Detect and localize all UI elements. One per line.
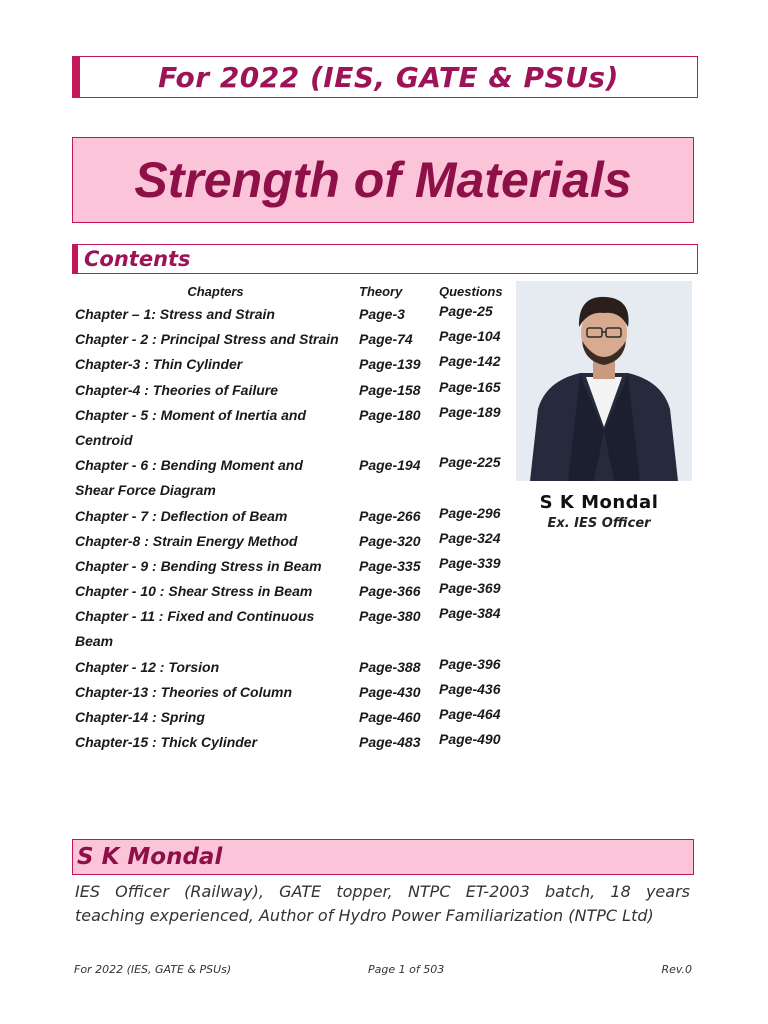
footer-left: For 2022 (IES, GATE & PSUs): [74, 963, 232, 976]
theory-page-cell: Page-335: [359, 557, 421, 574]
chapter-cell: Chapter - 6 : Bending Moment and: [75, 457, 303, 474]
banner-text: For 2022 (IES, GATE & PSUs): [158, 60, 619, 94]
chapter-cell: Chapter - 5 : Moment of Inertia and: [75, 406, 307, 423]
contents-table-body: [72, 302, 519, 755]
questions-page-cell: Page-339: [439, 554, 501, 571]
author-title: Ex. IES Officer: [547, 516, 651, 531]
chapter-cell: Chapter - 9 : Bending Stress in Beam: [75, 557, 322, 574]
theory-page-cell: [359, 428, 439, 453]
questions-page-cell: Page-384: [439, 605, 501, 622]
page-title: Strength of Materials: [134, 152, 632, 208]
theory-page-cell: Page-430: [359, 683, 421, 700]
chapter-cell: Shear Force Diagram: [75, 482, 216, 499]
table-row: [72, 730, 519, 755]
chapter-cell: Chapter - 12 : Torsion: [75, 658, 220, 675]
author-section-bar: [72, 839, 694, 875]
questions-page-cell: Page-324: [439, 529, 501, 546]
column-header-questions: Questions: [439, 283, 503, 299]
chapter-cell: Chapter – 1: Stress and Strain: [75, 306, 275, 322]
column-header-theory: Theory: [359, 283, 403, 299]
top-banner: [72, 56, 698, 98]
theory-page-cell: Page-180: [359, 406, 421, 423]
chapter-cell: Chapter-4 : Theories of Failure: [75, 381, 279, 398]
author-portrait-icon: [516, 281, 692, 481]
theory-page-cell: Page-388: [359, 658, 421, 675]
theory-page-cell: Page-380: [359, 608, 421, 625]
questions-page-cell: [439, 626, 519, 651]
questions-page-cell: Page-165: [439, 378, 501, 395]
author-bio-line: IES Officer (Railway), GATE topper, NTPC ET-2003 batch, 18 years: [75, 882, 690, 901]
theory-page-cell: Page-194: [359, 457, 421, 474]
chapter-cell: Chapter - 2 : Principal Stress and Strain: [75, 331, 339, 348]
questions-page-cell: Page-296: [439, 504, 501, 521]
author-section-heading: S K Mondal: [77, 844, 223, 870]
chapter-cell: Chapter - 7 : Deflection of Beam: [75, 507, 288, 524]
chapter-cell: Centroid: [75, 431, 133, 448]
questions-page-cell: Page-369: [439, 580, 501, 597]
questions-page-cell: Page-490: [439, 731, 501, 748]
chapter-cell: Chapter-8 : Strain Energy Method: [75, 532, 298, 549]
questions-page-cell: [439, 425, 519, 450]
theory-page-cell: Page-266: [359, 507, 421, 524]
chapter-cell: Beam: [75, 633, 114, 650]
theory-page-cell: [359, 478, 439, 503]
questions-page-cell: Page-104: [439, 328, 501, 345]
theory-page-cell: Page-483: [359, 734, 421, 751]
questions-page-cell: Page-142: [439, 353, 501, 370]
chapter-cell: Chapter-13 : Theories of Column: [75, 683, 293, 700]
author-bio-line: teaching experienced, Author of Hydro Power Familiarization (NTPC Ltd): [75, 906, 654, 925]
questions-page-cell: Page-436: [439, 680, 501, 697]
contents-heading: Contents: [84, 247, 191, 271]
questions-page-cell: Page-225: [439, 454, 501, 471]
questions-page-cell: Page-189: [439, 403, 501, 420]
author-photo: [516, 281, 692, 481]
theory-page-cell: Page-366: [359, 583, 421, 600]
footer-revision: Rev.0: [661, 963, 692, 976]
chapter-cell: Chapter-15 : Thick Cylinder: [75, 734, 258, 751]
author-name: S K Mondal: [539, 492, 659, 513]
questions-page-cell: Page-464: [439, 706, 501, 722]
questions-page-cell: Page-25: [439, 303, 493, 319]
theory-page-cell: Page-320: [359, 532, 421, 549]
chapter-cell: Chapter-3 : Thin Cylinder: [75, 356, 243, 373]
theory-page-cell: Page-74: [359, 331, 413, 348]
contents-table: [72, 280, 519, 755]
title-box: [72, 137, 694, 223]
contents-heading-bar: [72, 244, 698, 274]
theory-page-cell: Page-460: [359, 709, 421, 725]
theory-page-cell: Page-158: [359, 381, 421, 398]
chapter-cell: Chapter-14 : Spring: [75, 709, 205, 725]
chapter-cell: Chapter - 11 : Fixed and Continuous: [75, 608, 315, 625]
page-footer: [74, 963, 692, 979]
chapter-cell: Chapter - 10 : Shear Stress in Beam: [75, 583, 313, 600]
theory-page-cell: Page-139: [359, 356, 421, 373]
questions-page-cell: Page-396: [439, 655, 501, 672]
theory-page-cell: [359, 629, 439, 654]
theory-page-cell: Page-3: [359, 306, 405, 322]
column-header-chapters: Chapters: [187, 283, 244, 299]
author-bio: [75, 880, 690, 928]
footer-page-number: Page 1 of 503: [368, 963, 445, 976]
